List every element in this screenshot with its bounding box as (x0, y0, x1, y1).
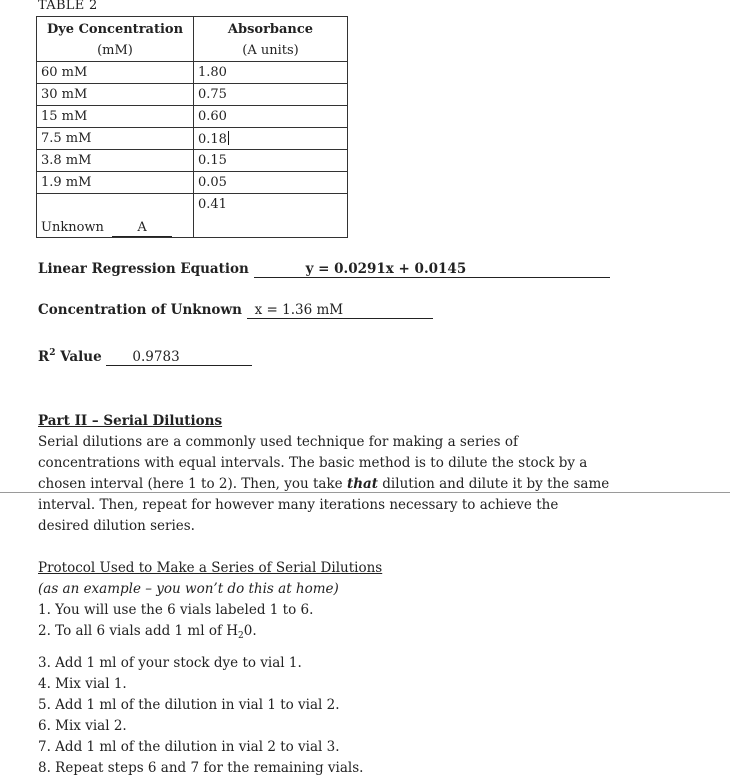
header-col2-name: Absorbance (227, 22, 314, 37)
absorbance-value: 0.18 (198, 131, 227, 147)
absorbance-cell[interactable]: 0.75 (194, 84, 348, 106)
unknown-label: Unknown (41, 220, 104, 235)
part2-line-3-before: chosen interval (here 1 to 2). Then, you take (38, 476, 347, 492)
part2-line-2: concentrations with equal intervals. The basic method is to dilute the stock by a (38, 455, 588, 471)
unknown-row (37, 194, 348, 238)
absorbance-cell[interactable]: 0.05 (194, 172, 348, 194)
concentration-cell: 3.8 mM (37, 150, 194, 172)
r2-label-exponent: 2 (49, 348, 56, 358)
concentration-cell: 7.5 mM (37, 128, 194, 150)
r2-label-base: R (38, 349, 50, 365)
r2-label-rest: Value (55, 349, 102, 365)
concentration-cell: 30 mM (37, 84, 194, 106)
header-col1-unit: (mM) (97, 43, 133, 58)
part2-line-3-emphasis: that (346, 476, 378, 492)
protocol-step-2-subscript: 2 (238, 631, 244, 641)
regression-answer[interactable]: y = 0.0291x + 0.0145 (254, 262, 610, 278)
regression-label: Linear Regression Equation (38, 261, 249, 277)
unknown-absorbance: 0.41 (198, 197, 227, 212)
protocol-step: 4. Mix vial 1. (38, 676, 127, 692)
table-row (37, 106, 348, 128)
header-col2-unit: (A units) (242, 43, 299, 58)
header-dye-concentration (37, 17, 194, 62)
part2-section (38, 411, 609, 537)
absorbance-cell[interactable]: 0.60 (194, 106, 348, 128)
part2-line-1: Serial dilutions are a commonly used technique for making a series of (38, 434, 518, 450)
table-row (37, 62, 348, 84)
unknown-concentration-answer[interactable]: x = 1.36 mM (247, 303, 433, 319)
protocol-step: 7. Add 1 ml of the dilution in vial 2 to vial 3. (38, 739, 340, 755)
r2-label (38, 349, 102, 365)
protocol-step: 5. Add 1 ml of the dilution in vial 1 to vial 2. (38, 697, 340, 713)
protocol-step: 8. Repeat steps 6 and 7 for the remaining vials. (38, 760, 364, 776)
table-row (37, 128, 348, 150)
unknown-concentration-label: Concentration of Unknown (38, 302, 242, 318)
part2-line-5: desired dilution series. (38, 518, 195, 534)
table-row (37, 172, 348, 194)
table-caption: TABLE 2 (38, 0, 98, 13)
table-row (37, 150, 348, 172)
protocol-title: Protocol Used to Make a Series of Serial Dilutions (38, 560, 383, 576)
part2-line-4: interval. Then, repeat for however many iterations necessary to achieve the (38, 497, 559, 513)
absorbance-cell[interactable]: 1.80 (194, 62, 348, 84)
protocol-step: 3. Add 1 ml of your stock dye to vial 1. (38, 655, 302, 671)
protocol-note: (as an example – you won’t do this at home) (38, 581, 339, 597)
protocol-step: 1. You will use the 6 vials labeled 1 to 6. (38, 602, 314, 618)
concentration-cell: 15 mM (37, 106, 194, 128)
absorbance-cell[interactable]: 0.15 (194, 150, 348, 172)
concentration-cell: 60 mM (37, 62, 194, 84)
unknown-letter-blank[interactable]: A (112, 220, 172, 237)
unknown-label-cell (37, 194, 194, 238)
header-absorbance (194, 17, 348, 62)
protocol-step: 6. Mix vial 2. (38, 718, 127, 734)
r2-field (38, 348, 252, 366)
unknown-concentration-field (38, 302, 433, 319)
page-break-divider (0, 492, 730, 493)
header-col1-name: Dye Concentration (46, 22, 184, 37)
r2-answer[interactable]: 0.9783 (106, 350, 252, 366)
part2-line-3-after: dilution and dilute it by the same (378, 476, 610, 492)
regression-field (38, 261, 610, 278)
text-cursor (228, 131, 229, 145)
table-row (37, 84, 348, 106)
unknown-absorbance-cell[interactable] (194, 194, 348, 238)
protocol-step (38, 621, 382, 647)
concentration-cell: 1.9 mM (37, 172, 194, 194)
absorbance-cell-active[interactable] (194, 128, 348, 150)
protocol-step-2-before: 2. To all 6 vials add 1 ml of H (38, 623, 239, 639)
protocol-step-2-after: 0. (243, 623, 257, 639)
table-header-row (37, 17, 348, 62)
absorbance-table (36, 16, 348, 238)
part2-title: Part II – Serial Dilutions (38, 413, 223, 429)
protocol-section (38, 558, 382, 779)
